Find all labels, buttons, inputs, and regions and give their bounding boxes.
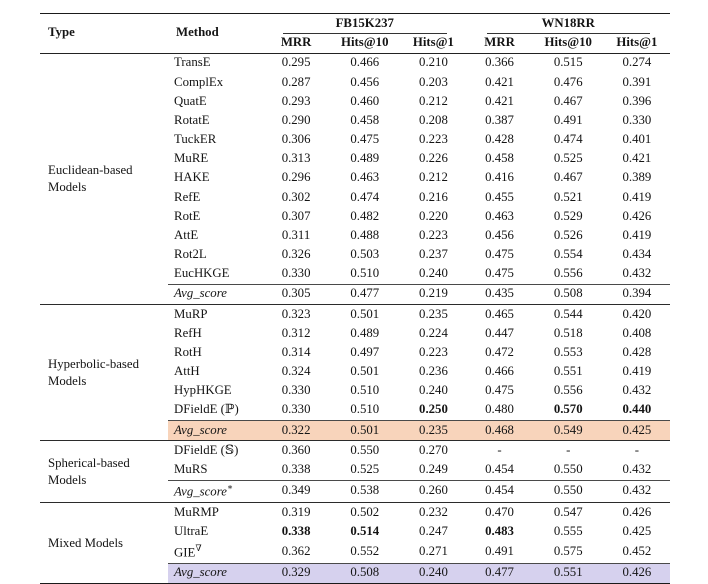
- value-cell: 0.483: [485, 523, 514, 538]
- value-cell: 0.324: [281, 364, 311, 379]
- value-cell: 0.216: [419, 189, 448, 204]
- value-cell: 0.474: [553, 132, 583, 147]
- header-metric-hits10-2: Hits@10: [533, 34, 604, 54]
- value-cell: 0.454: [467, 480, 533, 502]
- value-cell: 0.240: [419, 266, 448, 281]
- value-cell: 0.302: [281, 189, 311, 204]
- value-cell: 0.224: [419, 325, 448, 340]
- value-cell: 0.570: [553, 402, 583, 417]
- value-cell: 0.550: [533, 480, 604, 502]
- method-cell: Avg_score: [168, 284, 263, 304]
- value-cell: 0.338: [281, 523, 311, 538]
- value-cell: 0.329: [263, 563, 329, 583]
- method-cell: TuckER: [174, 132, 217, 147]
- value-cell: 0.208: [419, 112, 448, 127]
- value-cell: 0.322: [263, 421, 329, 441]
- value-cell: 0.237: [419, 247, 448, 262]
- value-cell: 0.212: [419, 93, 448, 108]
- value-cell: 0.330: [281, 402, 311, 417]
- value-cell: 0.475: [350, 132, 380, 147]
- value-cell: 0.440: [622, 402, 652, 417]
- value-cell: 0.426: [622, 208, 652, 223]
- value-cell: 0.306: [281, 132, 311, 147]
- value-cell: 0.313: [281, 151, 311, 166]
- value-cell: 0.508: [329, 563, 400, 583]
- value-cell: 0.287: [281, 74, 311, 89]
- method-cell: HAKE: [174, 170, 210, 185]
- value-cell: 0.553: [553, 344, 583, 359]
- value-cell: 0.419: [622, 189, 652, 204]
- value-cell: 0.394: [604, 284, 670, 304]
- method-cell: DFieldE (𝕊): [168, 441, 263, 461]
- value-cell: 0.575: [553, 544, 583, 559]
- header-dataset-fb15k237: [263, 14, 466, 34]
- value-cell: 0.401: [622, 132, 652, 147]
- method-cell: QuatE: [174, 93, 207, 108]
- value-cell: 0.482: [350, 208, 380, 223]
- value-cell: 0.426: [604, 563, 670, 583]
- value-cell: 0.510: [350, 383, 380, 398]
- dataset1-label: FB15K237: [283, 16, 446, 34]
- value-cell: 0.319: [263, 502, 329, 522]
- value-cell: -: [467, 441, 533, 461]
- value-cell: 0.240: [400, 563, 466, 583]
- table-row: [40, 53, 670, 73]
- value-cell: 0.515: [553, 55, 583, 70]
- method-cell: ComplEx: [174, 74, 224, 89]
- value-cell: 0.491: [485, 544, 514, 559]
- value-cell: 0.555: [553, 523, 583, 538]
- value-cell: 0.503: [350, 247, 380, 262]
- value-cell: 0.311: [281, 227, 311, 242]
- value-cell: 0.466: [485, 364, 514, 379]
- value-cell: 0.366: [485, 55, 514, 70]
- value-cell: 0.497: [350, 344, 380, 359]
- value-cell: 0.421: [622, 151, 652, 166]
- value-cell: 0.432: [622, 383, 652, 398]
- value-cell: 0.312: [281, 325, 311, 340]
- header-metric-hits10-1: Hits@10: [329, 34, 400, 54]
- value-cell: 0.426: [604, 502, 670, 522]
- value-cell: 0.432: [622, 266, 652, 281]
- value-cell: 0.250: [419, 402, 448, 417]
- value-cell: 0.432: [604, 480, 670, 502]
- method-cell: RefH: [174, 325, 202, 340]
- method-superscript: ∇: [195, 542, 202, 553]
- value-cell: 0.295: [281, 55, 311, 70]
- header-group-row: [40, 14, 670, 34]
- value-cell: 0.452: [622, 544, 652, 559]
- value-cell: 0.501: [329, 304, 400, 324]
- results-table: [40, 13, 670, 584]
- method-cell: DFieldE (ℙ): [174, 402, 239, 417]
- method-cell: MuRS: [174, 461, 208, 476]
- table-header: [40, 14, 670, 54]
- value-cell: 0.475: [485, 247, 514, 262]
- value-cell: 0.556: [553, 266, 583, 281]
- value-cell: 0.488: [350, 227, 380, 242]
- value-cell: 0.510: [350, 266, 380, 281]
- value-cell: 0.554: [553, 247, 583, 262]
- value-cell: 0.489: [350, 151, 380, 166]
- value-cell: 0.330: [281, 383, 311, 398]
- value-cell: 0.326: [281, 247, 311, 262]
- value-cell: 0.235: [400, 421, 466, 441]
- value-cell: 0.323: [263, 304, 329, 324]
- table-row: [40, 304, 670, 324]
- value-cell: 0.391: [622, 74, 652, 89]
- value-cell: 0.226: [419, 151, 448, 166]
- value-cell: 0.203: [419, 74, 448, 89]
- type-cell: Mixed Models: [40, 502, 168, 583]
- value-cell: 0.455: [485, 189, 514, 204]
- table-row: [40, 502, 670, 522]
- value-cell: 0.456: [485, 227, 514, 242]
- value-cell: 0.447: [485, 325, 514, 340]
- value-cell: 0.502: [329, 502, 400, 522]
- header-metric-mrr-2: MRR: [467, 34, 533, 54]
- value-cell: 0.467: [553, 93, 583, 108]
- method-cell: MuRMP: [168, 502, 263, 522]
- value-cell: 0.463: [350, 170, 380, 185]
- method-cell: AttE: [174, 227, 199, 242]
- value-cell: 0.526: [553, 227, 583, 242]
- value-cell: 0.463: [485, 208, 514, 223]
- value-cell: 0.293: [281, 93, 311, 108]
- value-cell: 0.491: [553, 112, 583, 127]
- value-cell: 0.425: [622, 523, 652, 538]
- value-cell: 0.314: [281, 344, 311, 359]
- value-cell: 0.551: [553, 364, 583, 379]
- value-cell: 0.510: [350, 402, 380, 417]
- value-cell: 0.525: [553, 151, 583, 166]
- value-cell: 0.475: [485, 383, 514, 398]
- value-cell: 0.456: [350, 74, 380, 89]
- value-cell: 0.223: [419, 132, 448, 147]
- header-metric-hits1-1: Hits@1: [400, 34, 466, 54]
- header-method: Method: [168, 14, 263, 54]
- header-dataset-wn18rr: [467, 14, 671, 34]
- type-cell: Spherical-based Models: [40, 441, 168, 503]
- value-cell: 0.223: [419, 227, 448, 242]
- value-cell: 0.525: [350, 461, 380, 476]
- method-cell: UltraE: [174, 523, 209, 538]
- value-cell: 0.296: [281, 170, 311, 185]
- value-cell: 0.408: [622, 325, 652, 340]
- value-cell: 0.476: [553, 74, 583, 89]
- value-cell: 0.212: [419, 170, 448, 185]
- value-cell: 0.435: [467, 284, 533, 304]
- value-cell: 0.305: [263, 284, 329, 304]
- value-cell: 0.419: [622, 227, 652, 242]
- value-cell: 0.521: [553, 189, 583, 204]
- method-cell: RefE: [174, 189, 201, 204]
- value-cell: 0.360: [263, 441, 329, 461]
- value-cell: 0.396: [622, 93, 652, 108]
- value-cell: 0.529: [553, 208, 583, 223]
- value-cell: 0.421: [485, 74, 514, 89]
- value-cell: 0.270: [400, 441, 466, 461]
- value-cell: 0.480: [485, 402, 514, 417]
- value-cell: 0.556: [553, 383, 583, 398]
- value-cell: -: [533, 441, 604, 461]
- value-cell: 0.219: [400, 284, 466, 304]
- value-cell: 0.271: [419, 544, 448, 559]
- value-cell: 0.387: [485, 112, 514, 127]
- value-cell: 0.551: [533, 563, 604, 583]
- value-cell: 0.458: [485, 151, 514, 166]
- method-cell: Avg_score: [168, 421, 263, 441]
- value-cell: 0.247: [419, 523, 448, 538]
- value-cell: 0.549: [533, 421, 604, 441]
- header-metric-hits1-2: Hits@1: [604, 34, 670, 54]
- value-cell: 0.210: [419, 55, 448, 70]
- value-cell: 0.249: [419, 461, 448, 476]
- value-cell: 0.420: [604, 304, 670, 324]
- value-cell: 0.468: [467, 421, 533, 441]
- value-cell: 0.421: [485, 93, 514, 108]
- value-cell: 0.290: [281, 112, 311, 127]
- value-cell: 0.330: [622, 112, 652, 127]
- value-cell: 0.538: [329, 480, 400, 502]
- value-cell: 0.514: [350, 523, 380, 538]
- value-cell: 0.419: [622, 364, 652, 379]
- value-cell: 0.434: [622, 247, 652, 262]
- value-cell: 0.550: [553, 461, 583, 476]
- value-cell: 0.474: [350, 189, 380, 204]
- type-cell: Euclidean-based Models: [48, 163, 133, 194]
- method-cell: AttH: [174, 364, 200, 379]
- value-cell: 0.338: [281, 461, 311, 476]
- value-cell: 0.232: [400, 502, 466, 522]
- table-body: [40, 53, 670, 583]
- value-cell: 0.501: [350, 364, 380, 379]
- value-cell: 0.260: [400, 480, 466, 502]
- value-cell: 0.425: [604, 421, 670, 441]
- method-superscript: ∗: [226, 482, 234, 493]
- header-metric-mrr-1: MRR: [263, 34, 329, 54]
- value-cell: 0.274: [622, 55, 652, 70]
- method-cell: HypHKGE: [174, 383, 232, 398]
- value-cell: 0.472: [485, 344, 514, 359]
- method-cell: RotatE: [174, 112, 210, 127]
- method-cell: RotH: [174, 344, 202, 359]
- value-cell: 0.477: [467, 563, 533, 583]
- value-cell: 0.477: [329, 284, 400, 304]
- value-cell: 0.552: [350, 544, 380, 559]
- value-cell: 0.465: [467, 304, 533, 324]
- value-cell: 0.467: [553, 170, 583, 185]
- value-cell: 0.362: [281, 544, 311, 559]
- value-cell: 0.220: [419, 208, 448, 223]
- method-cell: GIE∇: [174, 542, 202, 560]
- value-cell: 0.458: [350, 112, 380, 127]
- method-cell: MuRE: [174, 151, 209, 166]
- value-cell: 0.330: [281, 266, 311, 281]
- dataset2-label: WN18RR: [487, 16, 651, 34]
- value-cell: 0.547: [533, 502, 604, 522]
- value-cell: 0.544: [533, 304, 604, 324]
- value-cell: 0.454: [485, 461, 514, 476]
- table-row: [40, 441, 670, 461]
- value-cell: 0.428: [485, 132, 514, 147]
- value-cell: 0.518: [553, 325, 583, 340]
- header-type: Type: [40, 14, 168, 54]
- results-table-container: [40, 13, 670, 584]
- value-cell: 0.489: [350, 325, 380, 340]
- method-cell: MuRP: [168, 304, 263, 324]
- value-cell: 0.349: [263, 480, 329, 502]
- value-cell: 0.236: [419, 364, 448, 379]
- method-cell: TransE: [174, 55, 211, 70]
- value-cell: 0.223: [419, 344, 448, 359]
- value-cell: 0.240: [419, 383, 448, 398]
- value-cell: 0.501: [329, 421, 400, 441]
- method-cell: Rot2L: [174, 247, 207, 262]
- value-cell: 0.235: [400, 304, 466, 324]
- value-cell: 0.428: [622, 344, 652, 359]
- method-cell: EucHKGE: [174, 266, 230, 281]
- value-cell: -: [604, 441, 670, 461]
- value-cell: 0.307: [281, 208, 311, 223]
- value-cell: 0.550: [329, 441, 400, 461]
- method-cell: Avg_score: [168, 563, 263, 583]
- value-cell: 0.466: [350, 55, 380, 70]
- value-cell: 0.389: [622, 170, 652, 185]
- method-cell: Avg_score∗: [168, 480, 263, 502]
- value-cell: 0.432: [622, 461, 652, 476]
- value-cell: 0.460: [350, 93, 380, 108]
- value-cell: 0.508: [533, 284, 604, 304]
- type-cell: Hyperbolic-based Models: [40, 304, 168, 440]
- value-cell: 0.470: [467, 502, 533, 522]
- value-cell: 0.416: [485, 170, 514, 185]
- method-cell: RotE: [174, 208, 201, 223]
- value-cell: 0.475: [485, 266, 514, 281]
